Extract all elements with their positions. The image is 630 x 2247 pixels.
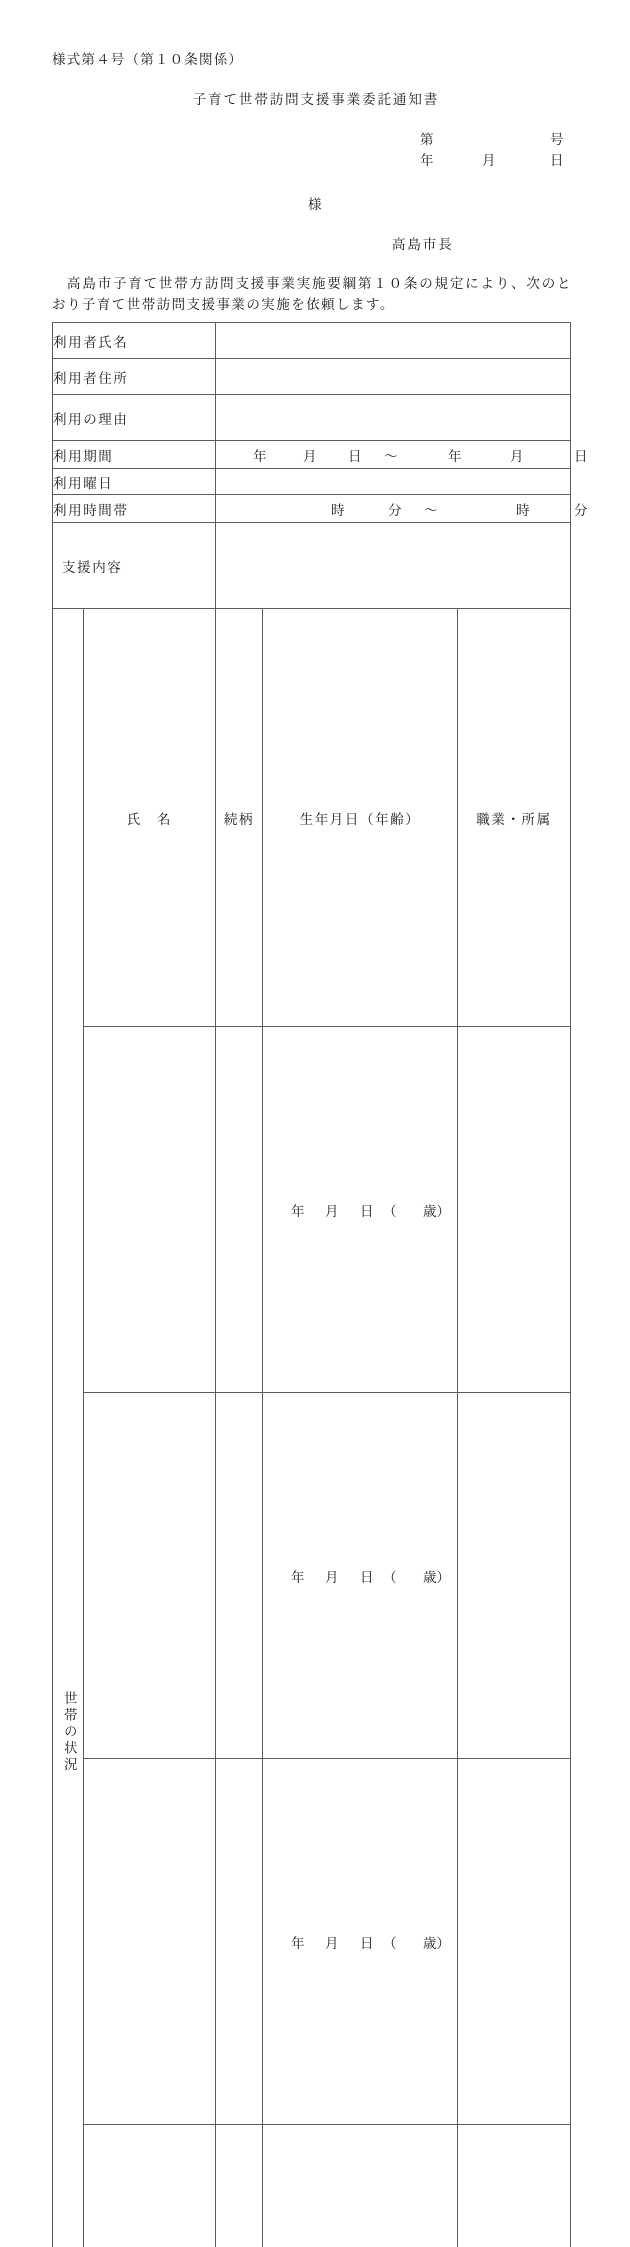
time-separator: ～ bbox=[424, 499, 438, 519]
household-cell-occupation[interactable] bbox=[458, 2125, 571, 2247]
document-date-month: 月 bbox=[482, 151, 496, 172]
table-row-user-name bbox=[53, 323, 571, 359]
birth-age-unit: 歳） bbox=[423, 1566, 450, 1586]
birth-month: 月 bbox=[325, 1932, 339, 1952]
field-period[interactable] bbox=[216, 441, 571, 469]
field-time-band[interactable] bbox=[216, 495, 571, 523]
table-row-reason bbox=[53, 395, 571, 441]
time-hour-from: 時 bbox=[331, 499, 345, 519]
document-number-label: 第 bbox=[420, 130, 434, 151]
document-title: 子育て世帯訪問支援事業委託通知書 bbox=[0, 88, 630, 108]
household-cell-birthdate[interactable] bbox=[263, 1759, 458, 2125]
period-month-from: 月 bbox=[303, 445, 317, 465]
household-cell-relation[interactable] bbox=[216, 2125, 263, 2247]
household-status-label-text: 世帯の状況 bbox=[61, 609, 75, 2247]
household-cell-name[interactable] bbox=[84, 1393, 216, 1759]
birth-paren-open: （ bbox=[383, 1200, 397, 1220]
household-header-row bbox=[53, 609, 571, 1027]
period-month-to: 月 bbox=[510, 445, 524, 465]
time-minute-from: 分 bbox=[388, 499, 402, 519]
birth-year: 年 bbox=[291, 1566, 305, 1586]
table-row-weekday bbox=[53, 469, 571, 495]
birth-year: 年 bbox=[291, 1200, 305, 1220]
household-cell-occupation[interactable] bbox=[458, 1759, 571, 2125]
time-minute-to: 分 bbox=[574, 499, 588, 519]
field-user-name[interactable] bbox=[216, 323, 571, 359]
time-hour-to: 時 bbox=[516, 499, 530, 519]
household-cell-birthdate[interactable] bbox=[263, 2125, 458, 2247]
document-page bbox=[0, 0, 630, 903]
household-status-label bbox=[53, 609, 84, 2247]
birth-day: 日 bbox=[360, 1200, 374, 1220]
period-year-from: 年 bbox=[253, 445, 267, 465]
label-time-band: 利用時間帯 bbox=[53, 495, 216, 523]
household-cell-name[interactable] bbox=[84, 2125, 216, 2247]
household-cell-relation[interactable] bbox=[216, 1393, 263, 1759]
document-number-unit: 号 bbox=[550, 130, 564, 151]
issuer-name: 高島市長 bbox=[392, 233, 454, 253]
household-cell-birthdate[interactable] bbox=[263, 1027, 458, 1393]
document-date-year: 年 bbox=[420, 151, 434, 172]
field-support-content[interactable] bbox=[216, 523, 571, 609]
household-data-row bbox=[53, 2125, 571, 2247]
household-cell-occupation[interactable] bbox=[458, 1027, 571, 1393]
household-cell-name[interactable] bbox=[84, 1759, 216, 2125]
label-reason: 利用の理由 bbox=[53, 395, 216, 441]
household-header-occupation: 職業・所属 bbox=[458, 609, 571, 1027]
form-number: 様式第４号（第１０条関係） bbox=[52, 48, 243, 68]
birth-age-unit: 歳） bbox=[423, 1200, 450, 1220]
household-data-row bbox=[53, 1759, 571, 2125]
birth-paren-open: （ bbox=[383, 1566, 397, 1586]
household-cell-birthdate[interactable] bbox=[263, 1393, 458, 1759]
birth-day: 日 bbox=[360, 1566, 374, 1586]
household-cell-relation[interactable] bbox=[216, 1027, 263, 1393]
household-cell-occupation[interactable] bbox=[458, 1393, 571, 1759]
birth-month: 月 bbox=[325, 1200, 339, 1220]
label-support-content bbox=[53, 523, 216, 609]
field-weekday[interactable] bbox=[216, 469, 571, 495]
document-number-row bbox=[410, 130, 570, 151]
table-row-time-band bbox=[53, 495, 571, 523]
household-data-row bbox=[53, 1393, 571, 1759]
body-paragraph: 高島市子育て世帯方訪問支援事業実施要綱第１０条の規定により、次のとおり子育て世帯訪問支援事業の実施を依頼します。 bbox=[52, 274, 572, 316]
birth-day: 日 bbox=[360, 1932, 374, 1952]
addressee-honorific: 様 bbox=[308, 193, 323, 213]
household-header-relation: 続柄 bbox=[216, 609, 263, 1027]
period-day-to: 日 bbox=[574, 445, 588, 465]
birth-age-unit: 歳） bbox=[423, 1932, 450, 1952]
period-day-from: 日 bbox=[348, 445, 362, 465]
support-content-label-text: 支援内容 bbox=[53, 556, 215, 576]
label-user-address: 利用者住所 bbox=[53, 359, 216, 395]
table-row-period bbox=[53, 441, 571, 469]
period-separator: ～ bbox=[384, 445, 398, 465]
label-weekday: 利用曜日 bbox=[53, 469, 216, 495]
period-year-to: 年 bbox=[448, 445, 462, 465]
document-date-day: 日 bbox=[550, 151, 564, 172]
household-header-name: 氏 名 bbox=[84, 609, 216, 1027]
birth-month: 月 bbox=[325, 1566, 339, 1586]
household-header-birthdate: 生年月日（年齢） bbox=[263, 609, 458, 1027]
field-user-address[interactable] bbox=[216, 359, 571, 395]
document-date-row bbox=[410, 151, 570, 172]
household-cell-name[interactable] bbox=[84, 1027, 216, 1393]
label-period: 利用期間 bbox=[53, 441, 216, 469]
birth-paren-open: （ bbox=[383, 1932, 397, 1952]
label-user-name: 利用者氏名 bbox=[53, 323, 216, 359]
household-data-row bbox=[53, 1027, 571, 1393]
field-reason[interactable] bbox=[216, 395, 571, 441]
document-meta-block bbox=[410, 130, 570, 172]
table-row-support-content bbox=[53, 523, 571, 609]
birth-year: 年 bbox=[291, 1932, 305, 1952]
household-cell-relation[interactable] bbox=[216, 1759, 263, 2125]
table-row-user-address bbox=[53, 359, 571, 395]
application-form-table bbox=[52, 322, 571, 2247]
